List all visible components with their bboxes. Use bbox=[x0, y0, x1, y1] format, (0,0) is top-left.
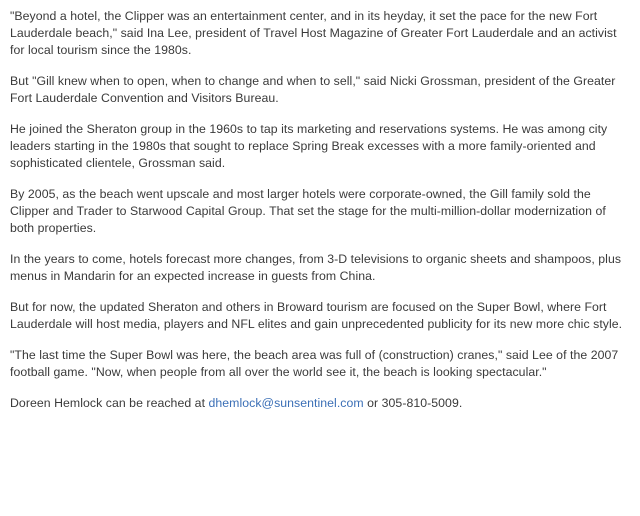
article-paragraph: "The last time the Super Bowl was here, the beach area was full of (construction) cranes," said Lee of the 2007 football game. "Now, when people from all over the world see it, the beach is looking spectacular." bbox=[10, 348, 619, 379]
article-paragraph: In the years to come, hotels forecast more changes, from 3-D televisions to organic sheets and shampoos, plus menus in Mandarin for an expected increase in guests from China. bbox=[10, 252, 622, 283]
article-paragraph: But "Gill knew when to open, when to change and when to sell," said Nicki Grossman, president of the Greater Fort Lauderdale Convention and Visitors Bureau. bbox=[10, 74, 616, 105]
article-paragraph: But for now, the updated Sheraton and others in Broward tourism are focused on the Super Bowl, where Fort Lauderdale will host media, players and NFL elites and gain unprecedented publicity for its new more chic style. bbox=[10, 300, 623, 331]
byline-prefix-text: Doreen Hemlock can be reached at bbox=[10, 396, 209, 410]
article-paragraph: He joined the Sheraton group in the 1960s to tap its marketing and reservations systems. He was among city leaders starting in the 1980s that sought to replace Spring Break excesses with a more family-oriented and sophisticated clientele, Grossman said. bbox=[10, 122, 608, 170]
article-paragraph: "Beyond a hotel, the Clipper was an entertainment center, and in its heyday, it set the pace for the new Fort Lauderdale beach," said Ina Lee, president of Travel Host Magazine of Greater Fort Lauderdale and an activist for local tourism since the 1980s. bbox=[10, 9, 617, 57]
article-byline bbox=[10, 395, 628, 412]
author-email-link[interactable]: dhemlock@sunsentinel.com bbox=[208, 396, 364, 410]
article-paragraph: By 2005, as the beach went upscale and most larger hotels were corporate-owned, the Gill family sold the Clipper and Trader to Starwood Capital Group. That set the stage for the multi-million-dollar modernization of both properties. bbox=[10, 187, 606, 235]
byline-suffix-text: or 305-810-5009. bbox=[363, 396, 463, 410]
